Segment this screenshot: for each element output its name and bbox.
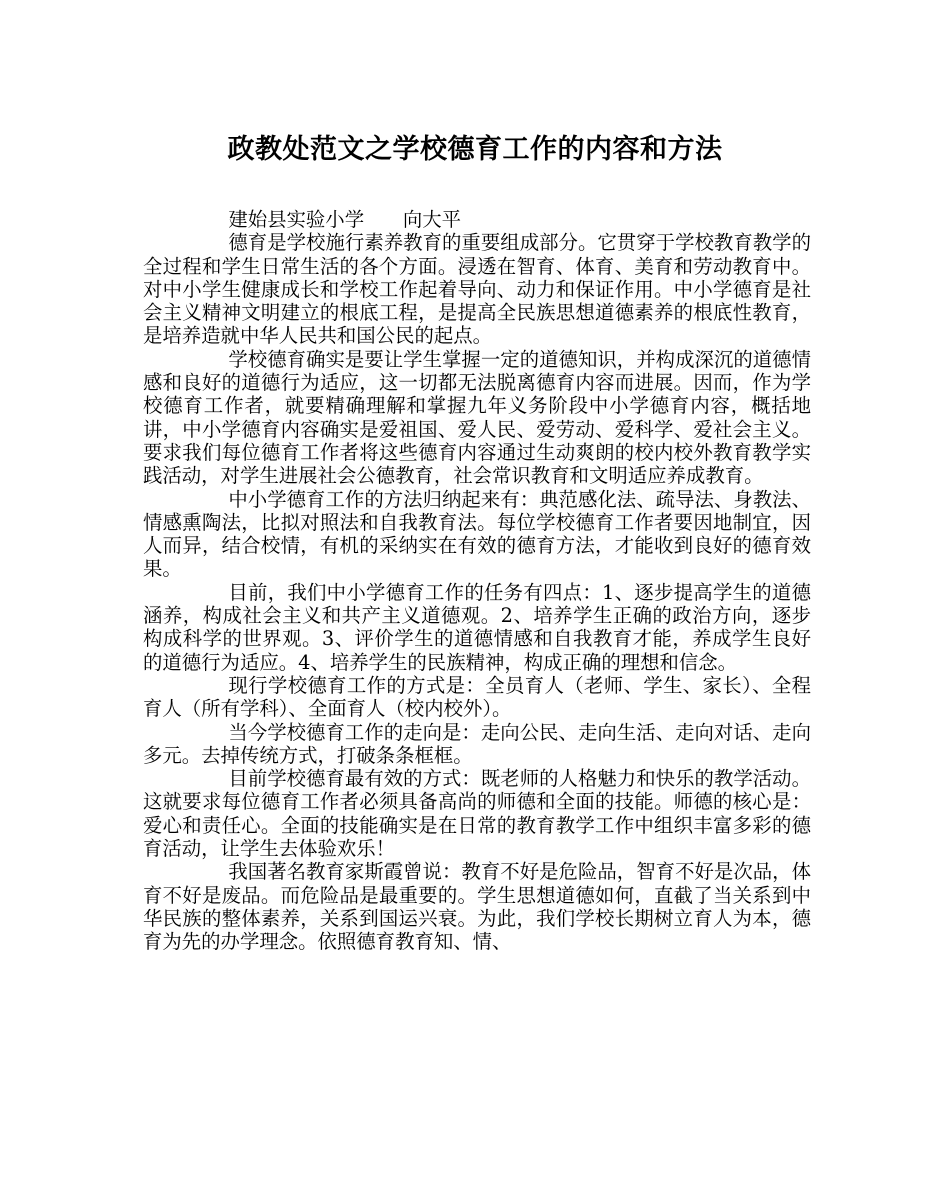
paragraph: 德育是学校施行素养教育的重要组成部分。它贯穿于学校教育教学的全过程和学生日常生活的各个方面。浸透在智育、体育、美育和劳动教育中。对中小学生健康成长和学校工作起着导向、动力和保证作用。中小学德育是社会主义精神文明建立的根底工程，是提高全民族思想道德素养的根底性教育，是培养造就中华人民共和国公民的起点。 [143,231,811,348]
paragraph: 学校德育确实是要让学生掌握一定的道德知识，并构成深沉的道德情感和良好的道德行为适应，这一切都无法脱离德育内容而进展。因而，作为学校德育工作者，就要精确理解和掌握九年义务阶段中小学德育内容，概括地讲，中小学德育内容确实是爱祖国、爱人民、爱劳动、爱科学、爱社会主义。要求我们每位德育工作者将这些德育内容通过生动爽朗的校内校外教育教学实践活动，对学生进展社会公德教育，社会常识教育和文明适应养成教育。 [143,347,811,488]
author-line: 建始县实验小学 向大平 [228,208,462,231]
document-title: 政教处范文之学校德育工作的内容和方法 [227,134,723,165]
paragraph: 中小学德育工作的方法归纳起来有：典范感化法、疏导法、身教法、情感熏陶法，比拟对照法和自我教育法。每位学校德育工作者要因地制宜，因人而异，结合校情，有机的采纳实在有效的德育方法，才能收到良好的德育效果。 [143,487,811,581]
paragraph: 现行学校德育工作的方式是：全员育人（老师、学生、家长）、全程育人（所有学科）、全面育人（校内校外）。 [143,673,811,721]
paragraph: 当今学校德育工作的走向是：走向公民、走向生活、走向对话、走向多元。去掉传统方式，打破条条框框。 [143,720,811,767]
paragraph: 目前学校德育最有效的方式：既老师的人格魅力和快乐的教学活动。这就要求每位德育工作者必须具备高尚的师德和全面的技能。师德的核心是：爱心和责任心。全面的技能确实是在日常的教育教学工作中组织丰富多彩的德育活动，让学生去体验欢乐！ [143,767,811,861]
paragraph: 我国著名教育家斯霞曾说：教育不好是危险品，智育不好是次品，体育不好是废品。而危险品是最重要的。学生思想道德如何，直截了当关系到中华民族的整体素养，关系到国运兴衰。为此，我们学校长期树立育人为本，德育为先的办学理念。依照德育教育知、情、 [143,860,811,954]
document-body [143,208,811,954]
paragraph: 目前，我们中小学德育工作的任务有四点：1、逐步提高学生的道德涵养，构成社会主义和共产主义道德观。2、培养学生正确的政治方向，逐步构成科学的世界观。3、评价学生的道德情感和自我教育才能，养成学生良好的道德行为适应。4、培养学生的民族精神，构成正确的理想和信念。 [143,580,811,674]
